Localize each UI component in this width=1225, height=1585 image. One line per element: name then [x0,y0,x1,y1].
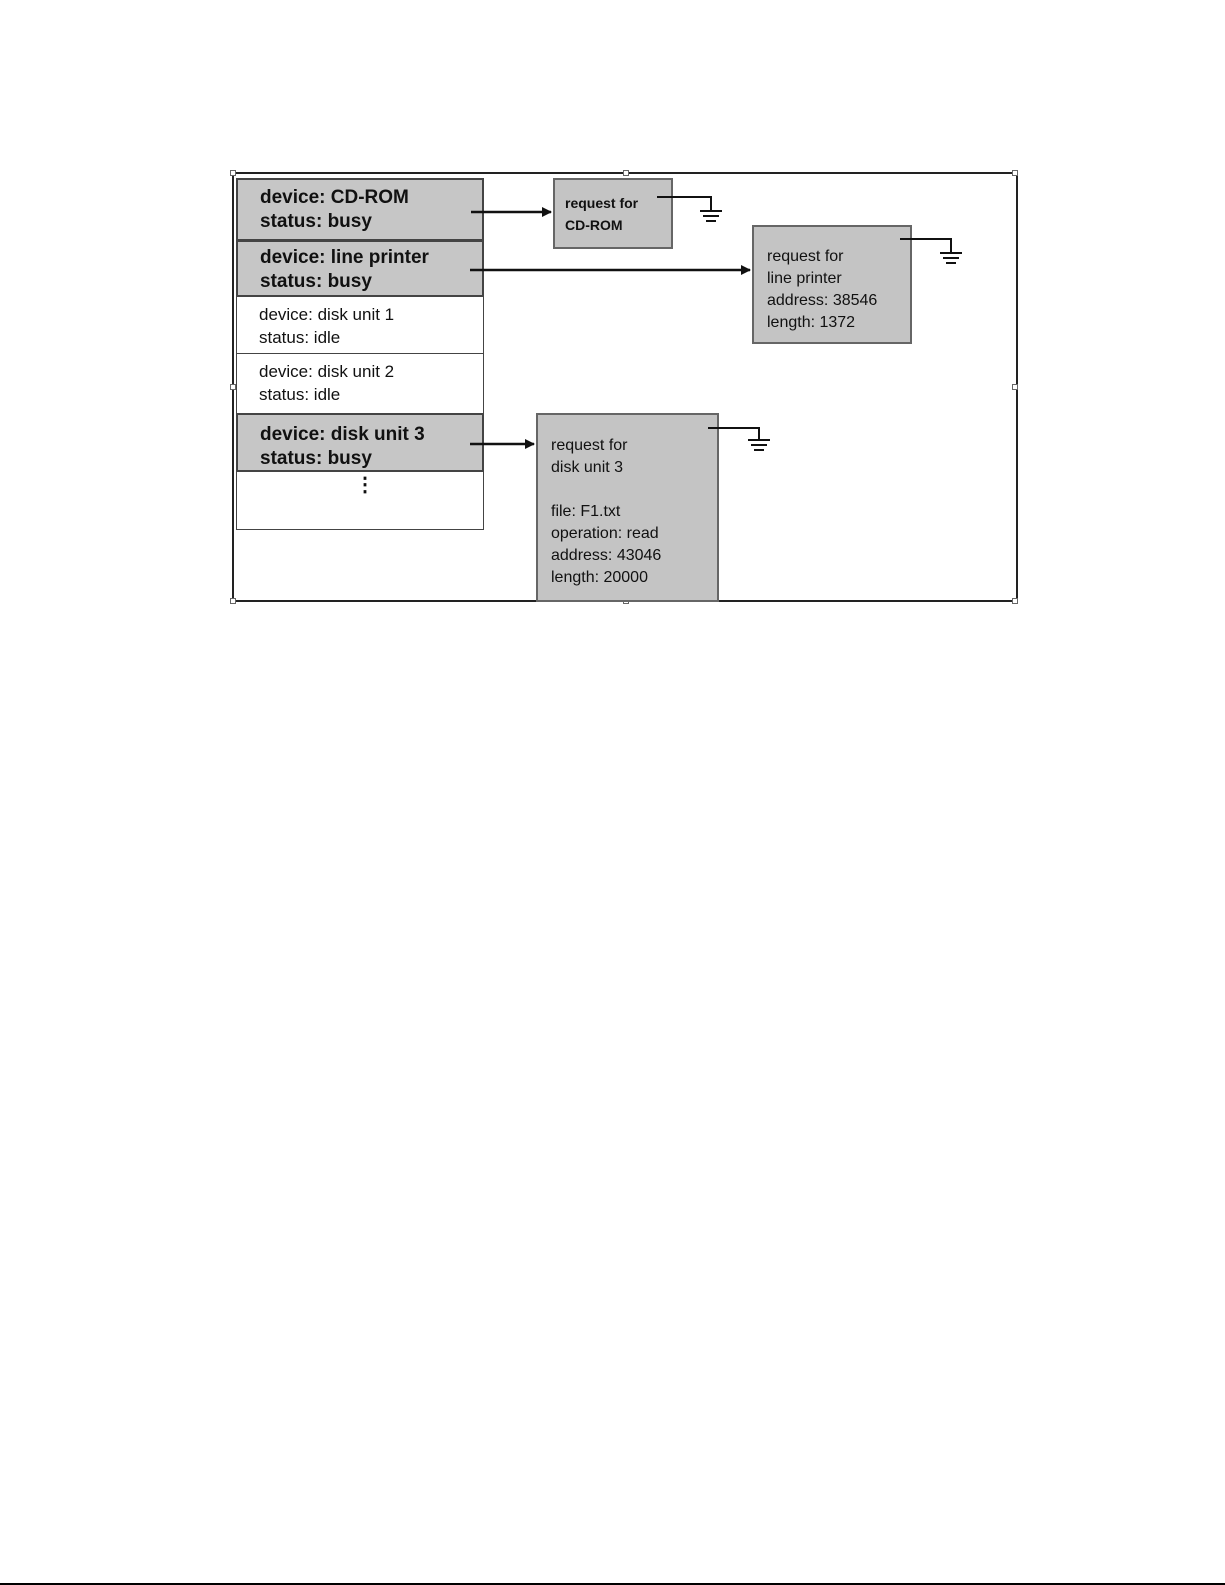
device-status: status: busy [260,271,372,292]
device-status: status: busy [260,448,372,469]
request-box-disk-unit-3 [536,413,719,602]
request-line: operation: read [551,525,659,542]
device-name: device: disk unit 2 [259,362,395,381]
request-line: file: F1.txt [551,503,621,520]
device-row-line-printer [236,240,484,297]
request-line: request for [565,195,639,211]
device-row-disk-unit-2 [236,353,484,414]
device-status: status: idle [259,385,341,404]
device-status: status: idle [259,328,341,347]
device-row-cdrom [236,178,484,241]
device-name: device: line printer [260,247,429,268]
request-box-line-printer [752,225,912,344]
request-line: request for [767,248,844,265]
request-line: disk unit 3 [551,459,624,476]
request-line: CD-ROM [565,217,623,233]
request-box-cdrom [553,178,673,249]
continuation-dots: ⋮ [355,474,375,496]
request-line: length: 1372 [767,314,856,331]
request-line: address: 38546 [767,292,878,309]
device-name: device: CD-ROM [260,187,409,208]
device-row-disk-unit-3 [236,413,484,472]
frame-handle-top[interactable] [623,170,629,176]
frame-handle-bottom-left[interactable] [230,598,236,604]
frame-handle-bottom-right[interactable] [1012,598,1018,604]
request-line: address: 43046 [551,547,662,564]
request-line: length: 20000 [551,569,648,586]
frame-handle-right[interactable] [1012,384,1018,390]
frame-handle-top-left[interactable] [230,170,236,176]
device-status: status: busy [260,211,372,232]
request-line: request for [551,437,628,454]
request-line: line printer [767,270,842,287]
device-name: device: disk unit 1 [259,305,395,324]
frame-handle-top-right[interactable] [1012,170,1018,176]
request-line [551,479,717,501]
device-name: device: disk unit 3 [260,424,425,445]
device-row-disk-unit-1 [236,296,484,354]
